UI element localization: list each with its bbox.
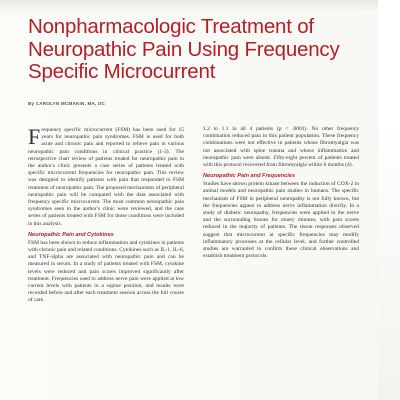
frequencies-paragraph: Studies have shown protein kinase between the induction of COX-2 in animal models and neuropathic pain studies in humans. The specific mechanism of FSM in peripheral neuropathy is not fully known, but the frequencies appear to address nerve inflammation directly. In a study of diabetic neuropathy, frequencies were applied to the nerve and the surrounding tissues for ninety minutes, with pain scores reduced in the majority of patients. The tissue responses observed suggest that microcurrent at specific frequencies may modify inflammatory processes at the cellular level, and further controlled studies are warranted to confirm these clinical observations and establish treatment protocols. xyxy=(203,181,359,260)
cytokines-paragraph: FSM has been shown to reduce inflammation and cytokines in patients with chronic pain and related conditions. Cytokines such as IL-1, IL-6, and TNF-alpha are associated with neuropathic pain and can be measured in serum. In a study of patients treated with FSM, cytokine levels were reduced and pain scores improved significantly after treatment. Frequencies used to address nerve pain were applied at low current levels with patients in a supine position, and results were recorded before and after each treatment session across the full course of care. xyxy=(28,239,184,304)
section-heading-frequencies: Neuropathic Pain and Frequencies xyxy=(203,173,296,180)
right-column xyxy=(203,126,359,260)
article-byline: By CAROLYN MCMAKIN, MA, DC xyxy=(28,101,105,106)
page-edge xyxy=(378,0,400,400)
intro-paragraph xyxy=(28,124,184,228)
article-title: Nonpharmacologic Treatment of Neuropathic Pain Using Frequency Specific Microcurrent xyxy=(28,15,340,83)
page-top-shadow xyxy=(0,0,400,14)
section-heading-cytokines: Neuropathic Pain and Cytokines xyxy=(28,231,114,238)
intro-text: requency specific microcurrent (FSM) has been used for 15 years for neuropathic pain syndromes. FSM is used for both acute and chronic pain and reported to relieve pain in various neuropathic pain conditions in clinical practice (1-3). The retrospective chart review of patients treated for neuropathic pain in the author's clinic presents a case series of patients treated with specific microcurrent frequencies for neuropathic pain. This review was designed to identify patients with pain that responded to FSM treatment of neuropathic pain. The proposed mechanisms of peripheral neuropathic pain will be compared with the data associated with frequency specific microcurrent. The most common neuropathic pain syndromes seen in the author's clinic were reviewed, and the case series of patients treated with FSM for those conditions were included in this analysis. xyxy=(28,127,184,227)
left-column xyxy=(28,124,184,305)
right-top-paragraph: 1.2 to 1.1 in all 4 patients (p < .0001). No other frequency combination reduced pain in this patient population. These frequency combinations were not effective in patients whose fibromyalgia was not associated with spine trauma and whose inflammation and neuropathic pain were absent. Fifty-eight percent of patients treated with this protocol recovered from fibromyalgia within 6 months (4). xyxy=(203,126,359,169)
drop-cap: F xyxy=(28,124,41,149)
